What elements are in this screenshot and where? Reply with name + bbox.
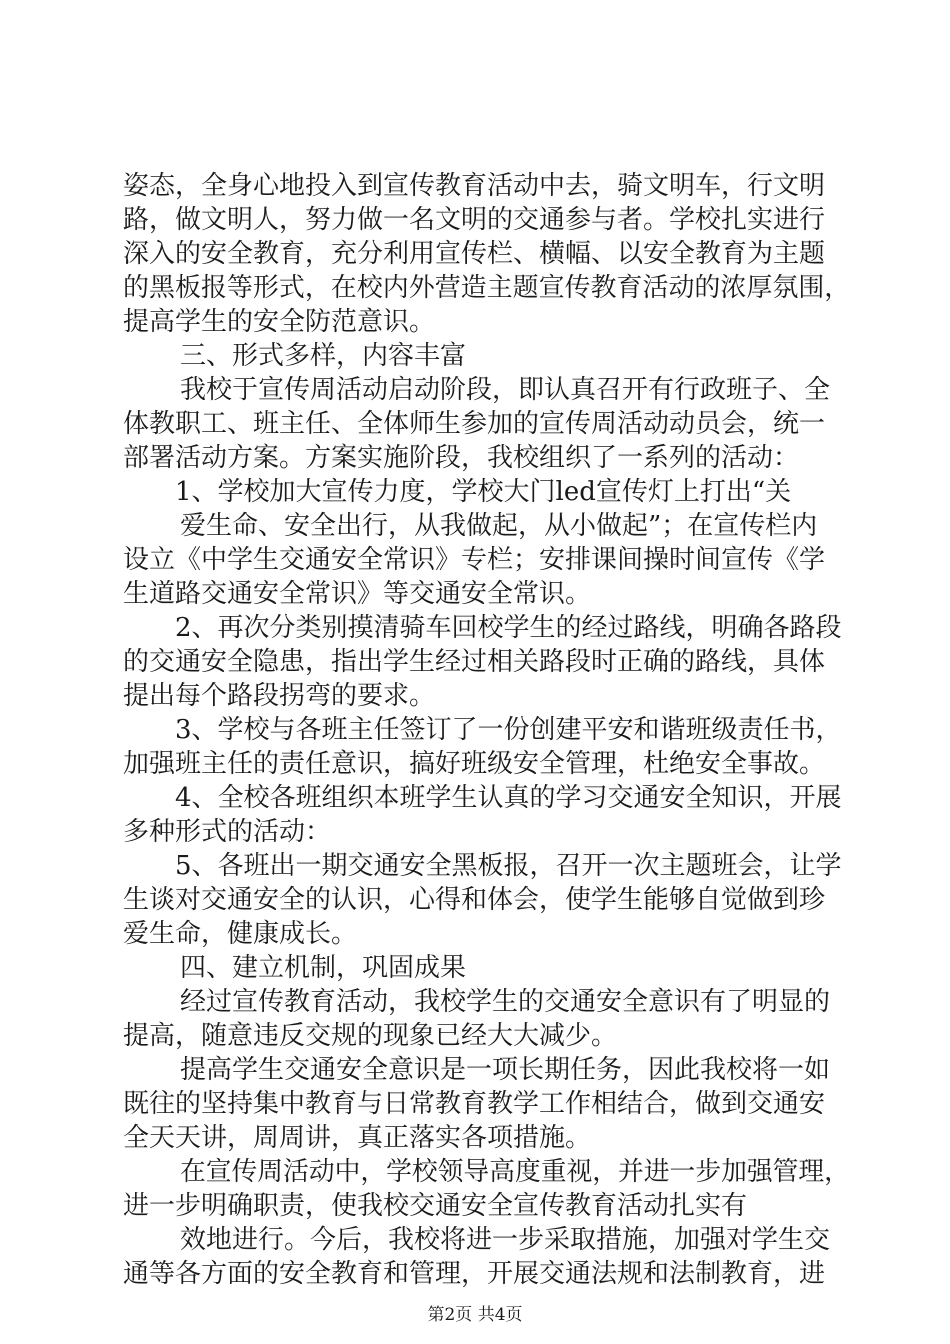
text-line: 深入的安全教育，充分利用宣传栏、横幅、以安全教育为主题 <box>123 239 826 269</box>
text-line: 设立《中学生交通安全常识》专栏；安排课间操时间宣传《学 <box>123 545 826 575</box>
section-heading: 四、建立机制，巩固成果 <box>180 953 467 983</box>
text-line: 既往的坚持集中教育与日常教育教学工作相结合，做到交通安 <box>123 1089 826 1119</box>
text-line: 在宣传周活动中，学校领导高度重视，并进一步加强管理， <box>180 1157 850 1187</box>
text-line: 部署活动方案。方案实施阶段，我校组织了一系列的活动： <box>123 443 800 473</box>
text-line: 提高学生的安全防范意识。 <box>123 307 436 337</box>
text-line: 爱生命，健康成长。 <box>123 919 358 949</box>
text-line: 爱生命、安全出行，从我做起，从小做起”；在宣传栏内 <box>180 511 818 541</box>
text-line: 姿态，全身心地投入到宣传教育活动中去，骑文明车，行文明 <box>123 171 826 201</box>
text-line: 多种形式的活动： <box>123 817 332 847</box>
text-line: 生道路交通安全常识》等交通安全常识。 <box>123 579 592 609</box>
text-line: 进一步明确职责，使我校交通安全宣传教育活动扎实有 <box>123 1191 748 1221</box>
text-line: 提高学生交通安全意识是一项长期任务，因此我校将一如 <box>180 1055 831 1085</box>
text-line: 生谈对交通安全的认识，心得和体会，使学生能够自觉做到珍 <box>123 885 826 915</box>
text-line: 的交通安全隐患，指出学生经过相关路段时正确的路线，具体 <box>123 647 826 677</box>
list-item: 4、全校各班组织本班学生认真的学习交通安全知识，开展 <box>175 783 842 813</box>
text-line: 的黑板报等形式，在校内外营造主题宣传教育活动的浓厚氛围， <box>123 273 851 303</box>
text-line: 路，做文明人，努力做一名文明的交通参与者。学校扎实进行 <box>123 205 826 235</box>
text-line: 加强班主任的责任意识，搞好班级安全管理，杜绝安全事故。 <box>123 749 826 779</box>
list-item: 1、学校加大宣传力度，学校大门led宣传灯上打出“关 <box>175 477 792 507</box>
section-heading: 三、形式多样，内容丰富 <box>180 341 467 371</box>
list-item: 3、学校与各班主任签订了一份创建平安和谐班级责任书， <box>175 715 842 745</box>
text-line: 我校于宣传周活动启动阶段，即认真召开有行政班子、全 <box>180 375 831 405</box>
list-item: 2、再次分类别摸清骑车回校学生的经过路线，明确各路段 <box>175 613 842 643</box>
text-line: 体教职工、班主任、全体师生参加的宣传周活动动员会，统一 <box>123 409 826 439</box>
text-line: 经过宣传教育活动，我校学生的交通安全意识有了明显的 <box>180 987 831 1017</box>
text-line: 效地进行。今后，我校将进一步采取措施，加强对学生交 <box>180 1225 831 1255</box>
list-item: 5、各班出一期交通安全黑板报，召开一次主题班会，让学 <box>175 851 842 881</box>
text-line: 提出每个路段拐弯的要求。 <box>123 681 436 711</box>
text-line: 全天天讲，周周讲，真正落实各项措施。 <box>123 1123 592 1153</box>
page-number-footer: 第2页 共4页 <box>427 1305 523 1325</box>
text-line: 提高，随意违反交规的现象已经大大减少。 <box>123 1021 618 1051</box>
text-line: 通等各方面的安全教育和管理，开展交通法规和法制教育，进 <box>123 1259 826 1289</box>
